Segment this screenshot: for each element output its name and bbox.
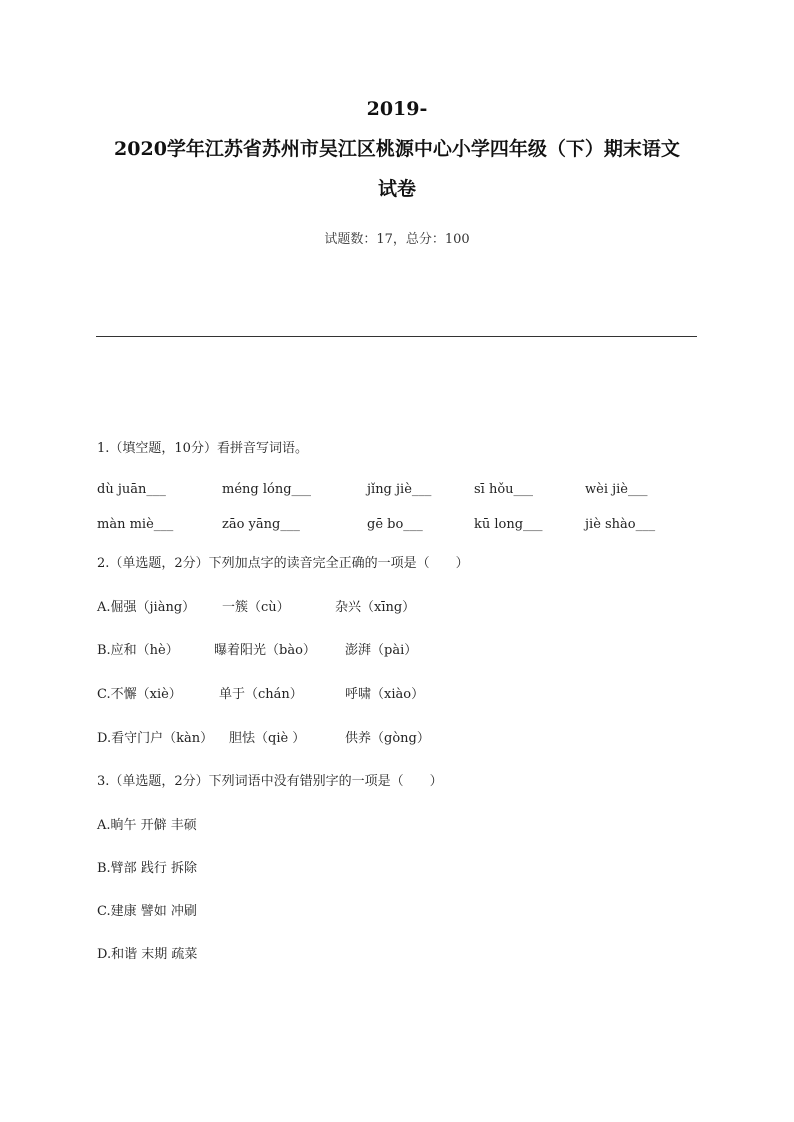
option-term: 曝着阳光（bào）	[214, 643, 316, 658]
document-title-line-2: 2020学年江苏省苏州市吴江区桃源中心小学四年级（下）期末语文	[114, 138, 680, 160]
question-2-option-a	[97, 596, 415, 615]
option-term: B.应和（hè）	[97, 643, 179, 658]
question-2-option-b	[97, 639, 417, 658]
pinyin-item: zāo yāng___	[222, 517, 300, 532]
pinyin-item: dù juān___	[97, 482, 166, 497]
question-3-option-a: A.晌午 开僻 丰硕	[97, 818, 197, 833]
pinyin-item: màn miè___	[97, 517, 174, 532]
pinyin-item: kū long___	[474, 517, 543, 532]
question-3-option-b: B.臂部 践行 拆除	[97, 861, 197, 876]
pinyin-item: méng lóng___	[222, 482, 312, 497]
option-term: 供养（gòng）	[345, 731, 430, 746]
question-2-stem: 2.（单选题，2分）下列加点字的读音完全正确的一项是（ ）	[97, 556, 469, 571]
option-term: A.倔强（jiàng）	[97, 600, 196, 615]
question-1-stem: 1.（填空题，10分）看拼音写词语。	[97, 441, 308, 456]
option-term: 一簇（cù）	[222, 600, 290, 615]
question-2-option-d	[97, 727, 430, 746]
pinyin-item: jǐng jiè___	[367, 482, 432, 497]
document-title-line-1: 2019-	[366, 98, 428, 120]
option-term: 澎湃（pài）	[345, 643, 418, 658]
pinyin-item: gē bo___	[367, 517, 423, 532]
pinyin-item: jiè shào___	[585, 517, 656, 532]
option-term: 单于（chán）	[219, 687, 303, 702]
question-2-option-c	[97, 683, 424, 702]
exam-meta: 试题数：17，总分：100	[324, 232, 470, 247]
pinyin-item: wèi jiè___	[585, 482, 648, 497]
option-term: 杂兴（xīng）	[335, 600, 416, 615]
question-3-option-d: D.和谐 末期 疏菜	[97, 947, 198, 962]
document-title-line-3: 试卷	[377, 178, 416, 200]
pinyin-item: sī hǒu___	[474, 482, 534, 497]
option-term: C.不懈（xiè）	[97, 687, 182, 702]
option-term: 呼啸（xiào）	[345, 687, 425, 702]
question-3-option-c: C.建康 譬如 冲刷	[97, 904, 197, 919]
header-divider	[96, 336, 697, 337]
option-term: D.看守门户（kàn）	[97, 731, 214, 746]
option-term: 胆怯（qiè ）	[229, 731, 306, 746]
question-3-stem: 3.（单选题，2分）下列词语中没有错别字的一项是（ ）	[97, 774, 443, 789]
